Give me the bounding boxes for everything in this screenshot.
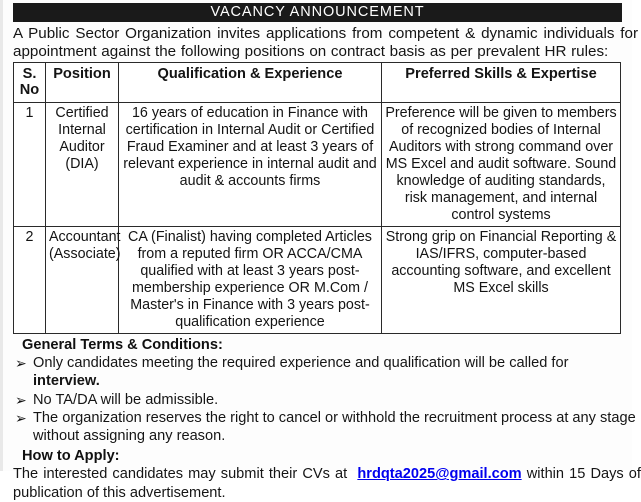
cell-qualification: CA (Finalist) having completed Articles from a reputed firm OR ACCA/CMA qualified with at least 3 years post-membership experience OR M.Com / Master's in Finance with 3 years post-qualification experience: [119, 227, 382, 334]
cell-qualification: 16 years of education in Finance with certification in Internal Audit or Certified Fraud Examiner and at least 3 years of relevant experience in internal audit and audit & accounts firms: [119, 103, 382, 227]
banner-title: VACANCY ANNOUNCEMENT: [13, 3, 622, 22]
cell-preferred: Strong grip on Financial Reporting & IAS/IFRS, computer-based accounting software, and excellent MS Excel skills: [382, 227, 621, 334]
terms-list: [13, 354, 638, 445]
arrow-bullet-icon: ➢: [15, 355, 27, 372]
cell-position: Certified Internal Auditor (DIA): [46, 103, 119, 227]
column-header-qualification: Qualification & Experience: [119, 63, 382, 103]
arrow-bullet-icon: ➢: [15, 409, 27, 426]
how-to-apply-text: [13, 465, 641, 502]
cell-preferred: Preference will be given to members of recognized bodies of Internal Auditors with strong command over MS Excel and audit software. Sound knowledge of auditing standards, risk management, and internal control systems: [382, 103, 621, 227]
list-item: [13, 409, 638, 445]
table-row: [14, 227, 621, 334]
list-item: [13, 391, 638, 409]
cell-sno: 1: [14, 103, 46, 227]
intro-paragraph: A Public Sector Organization invites applications from competent & dynamic individuals for appointment against the following positions on contract basis as per prevalent HR rules:: [13, 25, 638, 60]
cell-position: Accountant (Associate): [46, 227, 119, 334]
page-content: [13, 3, 641, 502]
column-header-preferred-skills: Preferred Skills & Expertise: [382, 63, 621, 103]
terms-heading: General Terms & Conditions:: [22, 337, 223, 354]
application-email-link[interactable]: hrdqta2025@gmail.com: [357, 466, 522, 483]
column-header-sno: S. No: [14, 63, 46, 103]
table-row: [14, 103, 621, 227]
term-text-bold: interview.: [33, 373, 100, 390]
term-text: Only candidates meeting the required experience and qualification will be called for: [33, 355, 569, 372]
table-header-row: [14, 63, 621, 103]
cell-sno: 2: [14, 227, 46, 334]
arrow-bullet-icon: ➢: [15, 391, 27, 408]
column-header-position: Position: [46, 63, 119, 103]
list-item: [13, 354, 638, 390]
how-to-apply-heading: How to Apply:: [22, 448, 120, 465]
term-text: The organization reserves the right to cancel or withhold the recruitment process at any stage without assigning any reason.: [33, 409, 636, 444]
apply-text-after: within 15 Days of publication of this advertisement.: [13, 466, 641, 501]
apply-text-before: The interested candidates may submit their CVs at: [13, 466, 358, 483]
vacancy-table: [13, 62, 621, 334]
term-text: No TA/DA will be admissible.: [33, 391, 219, 408]
